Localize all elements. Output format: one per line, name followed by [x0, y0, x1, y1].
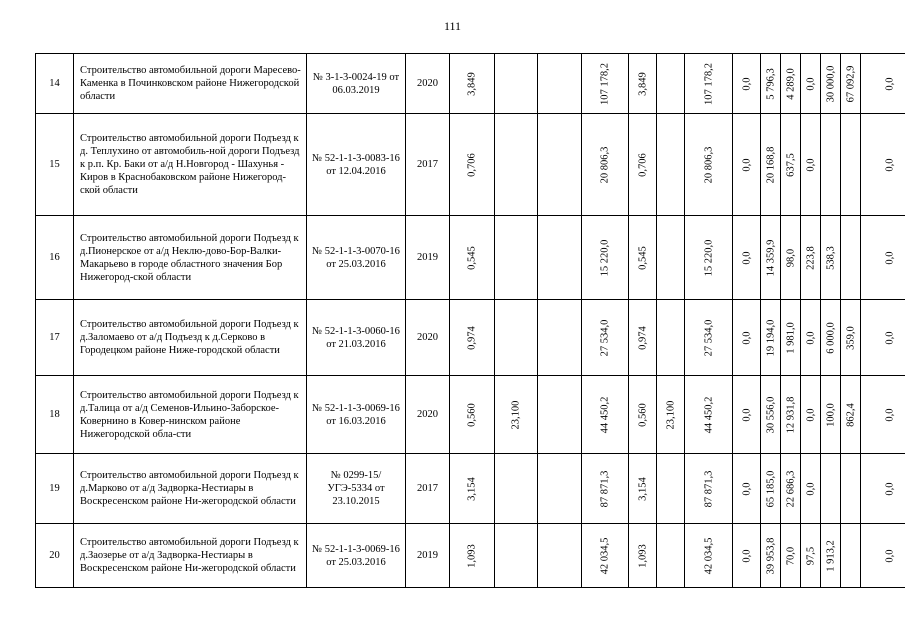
value-cell [657, 114, 685, 216]
value-text: 0,0 [741, 250, 752, 265]
value-cell [761, 114, 781, 216]
value-cell [582, 454, 629, 524]
value-cell [582, 524, 629, 588]
value-text: 42 034,5 [703, 537, 714, 574]
value-cell [685, 524, 733, 588]
row-number: 18 [36, 376, 74, 454]
value-text: 87 871,3 [703, 470, 714, 507]
value-text: 6 000,0 [825, 321, 836, 354]
value-text: 39 953,8 [765, 537, 776, 574]
completion-year: 2020 [406, 54, 450, 114]
value-cell [841, 454, 861, 524]
expertise-document: № 52-1-1-3-0060-16 от 21.03.2016 [307, 300, 406, 376]
value-text: 3,849 [466, 71, 478, 96]
value-cell [538, 524, 582, 588]
expertise-document: № 52-1-1-3-0069-16 от 16.03.2016 [307, 376, 406, 454]
value-text: 107 178,2 [703, 62, 714, 105]
value-text: 0,0 [741, 481, 752, 496]
completion-year: 2020 [406, 376, 450, 454]
value-cell [495, 300, 538, 376]
value-cell [629, 216, 657, 300]
value-cell [450, 524, 495, 588]
value-text: 15 220,0 [703, 239, 714, 276]
value-cell [821, 300, 841, 376]
value-cell [801, 524, 821, 588]
value-text: 1,093 [466, 543, 478, 568]
value-cell [450, 376, 495, 454]
value-text: 0,0 [741, 548, 752, 563]
value-cell [801, 300, 821, 376]
value-cell [861, 524, 905, 588]
value-cell [821, 524, 841, 588]
value-cell [582, 376, 629, 454]
value-cell [781, 454, 801, 524]
value-text: 0,0 [741, 157, 752, 172]
completion-year: 2019 [406, 524, 450, 588]
value-text: 1 913,2 [825, 539, 836, 572]
value-text: 100,0 [825, 402, 836, 427]
value-text: 0,560 [466, 402, 478, 427]
page-number: 111 [443, 19, 462, 33]
value-cell [841, 114, 861, 216]
expertise-document: № 52-1-1-3-0070-16 от 25.03.2016 [307, 216, 406, 300]
value-cell [538, 216, 582, 300]
object-name: Строительство автомобильной дороги Подъезд к д.Заломаево от а/д Подъезд к д.Серково в Городецком районе Ниже-городской области [74, 300, 307, 376]
value-text: 20 806,3 [599, 146, 611, 183]
value-text: 0,706 [637, 152, 648, 177]
value-cell [685, 376, 733, 454]
value-text: 0,0 [741, 330, 752, 345]
object-name: Строительство автомобильной дороги Маресево-Каменка в Починковском районе Нижегородской области [74, 54, 307, 114]
value-text: 1 981,0 [785, 321, 796, 354]
value-cell [841, 524, 861, 588]
value-text: 97,5 [805, 546, 816, 565]
value-text: 15 220,0 [599, 239, 611, 276]
value-text: 44 450,2 [703, 396, 714, 433]
value-text: 0,0 [884, 76, 896, 91]
value-cell [629, 376, 657, 454]
value-cell [861, 300, 905, 376]
value-cell [450, 216, 495, 300]
value-cell [538, 454, 582, 524]
value-text: 98,0 [785, 248, 796, 267]
road-construction-table [35, 53, 905, 588]
value-cell [629, 54, 657, 114]
value-text: 107 178,2 [599, 62, 611, 105]
value-text: 0,706 [466, 152, 478, 177]
value-cell [538, 114, 582, 216]
value-cell [761, 454, 781, 524]
value-text: 0,560 [637, 402, 648, 427]
value-cell [733, 54, 761, 114]
value-cell [450, 54, 495, 114]
value-text: 637,5 [785, 152, 796, 177]
completion-year: 2017 [406, 114, 450, 216]
value-cell [861, 376, 905, 454]
row-number: 14 [36, 54, 74, 114]
value-cell [657, 216, 685, 300]
value-cell [629, 454, 657, 524]
value-cell [821, 54, 841, 114]
value-cell [841, 54, 861, 114]
expertise-document: № 52-1-1-3-0069-16 от 25.03.2016 [307, 524, 406, 588]
value-text: 0,974 [637, 325, 648, 350]
value-cell [733, 114, 761, 216]
value-cell [685, 454, 733, 524]
value-text: 0,0 [884, 157, 896, 172]
value-text: 14 359,9 [765, 239, 776, 276]
value-cell [781, 300, 801, 376]
value-cell [538, 54, 582, 114]
value-text: 67 092,9 [845, 65, 856, 102]
object-name: Строительство автомобильной дороги Подъезд к д.Талица от а/д Семенов-Ильино-Заборское-Ковернино в Ковер-нинском районе Нижегородской обла-сти [74, 376, 307, 454]
table-row [36, 54, 905, 114]
value-cell [495, 54, 538, 114]
value-text: 538,3 [825, 245, 836, 270]
value-text: 223,8 [805, 245, 816, 270]
table-row [36, 216, 905, 300]
row-number: 15 [36, 114, 74, 216]
value-cell [781, 524, 801, 588]
value-text: 0,0 [741, 76, 752, 91]
value-text: 22 686,3 [785, 470, 796, 507]
value-cell [733, 300, 761, 376]
value-cell [781, 216, 801, 300]
value-text: 0,0 [884, 548, 896, 563]
value-text: 4 289,0 [785, 67, 796, 100]
value-text: 70,0 [785, 546, 796, 565]
value-cell [582, 54, 629, 114]
value-cell [657, 54, 685, 114]
expertise-document: № 0299-15/УГЭ-5334 от 23.10.2015 [307, 454, 406, 524]
table-row [36, 376, 905, 454]
value-cell [733, 376, 761, 454]
value-text: 30 556,0 [765, 396, 776, 433]
row-number: 20 [36, 524, 74, 588]
object-name: Строительство автомобильной дороги Подъезд к д.Пионерское от а/д Неклю-дово-Бор-Валки-Макарьево в городе областного значения Бор Нижегород-ской области [74, 216, 307, 300]
value-cell [841, 376, 861, 454]
table-row [36, 454, 905, 524]
value-text: 23,100 [510, 400, 522, 429]
value-text: 862,4 [845, 402, 856, 427]
table-row [36, 114, 905, 216]
value-text: 3,154 [466, 476, 478, 501]
value-cell [538, 376, 582, 454]
value-text: 27 534,0 [703, 319, 714, 356]
value-text: 87 871,3 [599, 470, 611, 507]
value-text: 0,0 [884, 250, 896, 265]
value-cell [861, 54, 905, 114]
value-text: 0,0 [805, 407, 816, 422]
value-cell [450, 300, 495, 376]
value-cell [582, 216, 629, 300]
table-row [36, 300, 905, 376]
value-text: 359,0 [845, 325, 856, 350]
value-cell [821, 376, 841, 454]
expertise-document: № 3-1-3-0024-19 от 06.03.2019 [307, 54, 406, 114]
value-cell [801, 454, 821, 524]
value-cell [861, 216, 905, 300]
value-cell [861, 454, 905, 524]
value-cell [495, 216, 538, 300]
table-row [36, 524, 905, 588]
value-cell [841, 216, 861, 300]
value-text: 30 000,0 [825, 65, 836, 102]
value-cell [801, 216, 821, 300]
value-text: 0,0 [884, 481, 896, 496]
object-name: Строительство автомобильной дороги Подъезд к д.Заозерье от а/д Задворка-Нестиары в Воскресенском районе Ни-жегородской области [74, 524, 307, 588]
value-cell [821, 454, 841, 524]
value-cell [582, 114, 629, 216]
value-text: 0,974 [466, 325, 478, 350]
value-text: 0,0 [805, 481, 816, 496]
value-text: 44 450,2 [599, 396, 611, 433]
row-number: 16 [36, 216, 74, 300]
value-cell [781, 114, 801, 216]
value-text: 65 185,0 [765, 470, 776, 507]
value-cell [761, 524, 781, 588]
value-cell [821, 114, 841, 216]
value-text: 23,100 [665, 400, 676, 429]
value-text: 20 806,3 [703, 146, 714, 183]
value-cell [733, 524, 761, 588]
value-cell [801, 54, 821, 114]
value-text: 0,0 [805, 330, 816, 345]
value-text: 0,0 [805, 76, 816, 91]
value-cell [761, 54, 781, 114]
value-cell [450, 454, 495, 524]
completion-year: 2017 [406, 454, 450, 524]
value-text: 3,849 [637, 71, 648, 96]
object-name: Строительство автомобильной дороги Подъезд к д.Марково от а/д Задворка-Нестиары в Воскресенском районе Ни-жегородской области [74, 454, 307, 524]
value-cell [495, 114, 538, 216]
row-number: 19 [36, 454, 74, 524]
value-cell [657, 524, 685, 588]
value-text: 5 796,3 [765, 67, 776, 100]
value-text: 27 534,0 [599, 319, 611, 356]
expertise-document: № 52-1-1-3-0083-16 от 12.04.2016 [307, 114, 406, 216]
value-text: 0,0 [805, 157, 816, 172]
object-name: Строительство автомобильной дороги Подъезд к д. Теплухино от автомобиль-ной дороги Подъезд к р.п. Кр. Баки от а/д Н.Новгород - Шахунья - Киров в Краснобаковском районе Нижегород-ской области [74, 114, 307, 216]
value-cell [801, 376, 821, 454]
value-text: 1,093 [637, 543, 648, 568]
value-cell [657, 300, 685, 376]
row-number: 17 [36, 300, 74, 376]
value-text: 12 931,8 [785, 396, 796, 433]
value-cell [495, 524, 538, 588]
value-cell [495, 376, 538, 454]
value-cell [685, 216, 733, 300]
completion-year: 2020 [406, 300, 450, 376]
value-cell [761, 376, 781, 454]
value-cell [821, 216, 841, 300]
value-cell [761, 300, 781, 376]
value-cell [582, 300, 629, 376]
value-cell [781, 54, 801, 114]
value-cell [538, 300, 582, 376]
value-text: 0,0 [884, 407, 896, 422]
value-cell [801, 114, 821, 216]
value-cell [495, 454, 538, 524]
value-text: 0,0 [741, 407, 752, 422]
value-cell [657, 454, 685, 524]
value-cell [629, 524, 657, 588]
value-cell [629, 114, 657, 216]
value-text: 20 168,8 [765, 146, 776, 183]
value-text: 0,0 [884, 330, 896, 345]
value-cell [761, 216, 781, 300]
value-cell [685, 114, 733, 216]
value-text: 0,545 [637, 245, 648, 270]
value-text: 19 194,0 [765, 319, 776, 356]
value-cell [657, 376, 685, 454]
value-cell [733, 216, 761, 300]
value-cell [685, 300, 733, 376]
completion-year: 2019 [406, 216, 450, 300]
value-cell [861, 114, 905, 216]
value-cell [450, 114, 495, 216]
value-cell [629, 300, 657, 376]
value-text: 0,545 [466, 245, 478, 270]
value-text: 42 034,5 [599, 537, 611, 574]
value-cell [733, 454, 761, 524]
value-cell [841, 300, 861, 376]
value-text: 3,154 [637, 476, 648, 501]
value-cell [781, 376, 801, 454]
value-cell [685, 54, 733, 114]
